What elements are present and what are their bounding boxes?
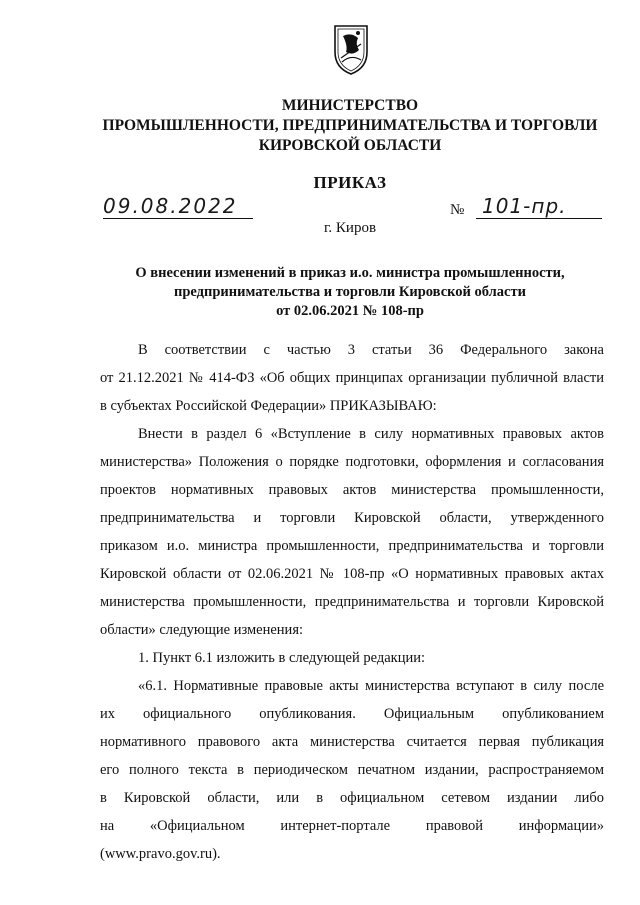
number-sign: № xyxy=(450,202,465,218)
body-line: В соответствии с частью 3 статьи 36 Федерального закона xyxy=(138,342,604,358)
body-line: (www.pravo.gov.ru). xyxy=(100,846,221,862)
coat-of-arms-emblem xyxy=(331,22,371,76)
handwritten-date: 09.08.2022 xyxy=(103,194,253,219)
body-line: его полного текста в периодическом печатном издании, распространяемом xyxy=(100,762,604,778)
ministry-name-line2: ПРОМЫШЛЕННОСТИ, ПРЕДПРИНИМАТЕЛЬСТВА И ТОРГОВЛИ xyxy=(102,117,598,134)
body-line: «6.1. Нормативные правовые акты министерства вступают в силу после xyxy=(138,678,604,694)
subject-line1: О внесении изменений в приказ и.о. министра промышленности, xyxy=(135,265,565,281)
body-line: проектов нормативных правовых актов министерства промышленности, xyxy=(100,482,604,498)
body-line: в субъектах Российской Федерации» ПРИКАЗЫВАЮ: xyxy=(100,398,437,414)
body-line: предпринимательства и торговли Кировской области, утвержденного xyxy=(100,510,604,526)
body-line: министерства» Положения о порядке подготовки, оформления и согласования xyxy=(100,454,604,470)
body-line: приказом и.о. министра промышленности, предпринимательства и торговли xyxy=(100,538,604,554)
subject-line2: предпринимательства и торговли Кировской области xyxy=(174,284,526,300)
subject-line3: от 02.06.2021 № 108-пр xyxy=(276,303,424,319)
body-line: 1. Пункт 6.1 изложить в следующей редакции: xyxy=(138,650,426,666)
document-type-title: ПРИКАЗ xyxy=(313,173,387,192)
body-line: области» следующие изменения: xyxy=(100,622,304,638)
ministry-name-line1: МИНИСТЕРСТВО xyxy=(281,97,419,114)
body-line: на «Официальном интернет-портале правовой информации» xyxy=(100,818,604,834)
handwritten-number: 101-пр. xyxy=(476,194,602,219)
body-line: нормативного правового акта министерства считается первая публикация xyxy=(100,734,604,750)
body-line: министерства промышленности, предпринимательства и торговли Кировской xyxy=(100,594,604,610)
body-line: Кировской области от 02.06.2021 № 108-пр «О нормативных правовых актах xyxy=(100,566,604,582)
ministry-name-line3: КИРОВСКОЙ ОБЛАСТИ xyxy=(258,137,442,154)
city-label: г. Киров xyxy=(323,220,377,236)
body-line: Внести в раздел 6 «Вступление в силу нормативных правовых актов xyxy=(138,426,604,442)
body-line: в Кировской области, или в официальном сетевом издании либо xyxy=(100,790,604,806)
body-line: их официального опубликования. Официальным опубликованием xyxy=(100,706,604,722)
body-line: от 21.12.2021 № 414-ФЗ «Об общих принципах организации публичной власти xyxy=(100,370,604,386)
